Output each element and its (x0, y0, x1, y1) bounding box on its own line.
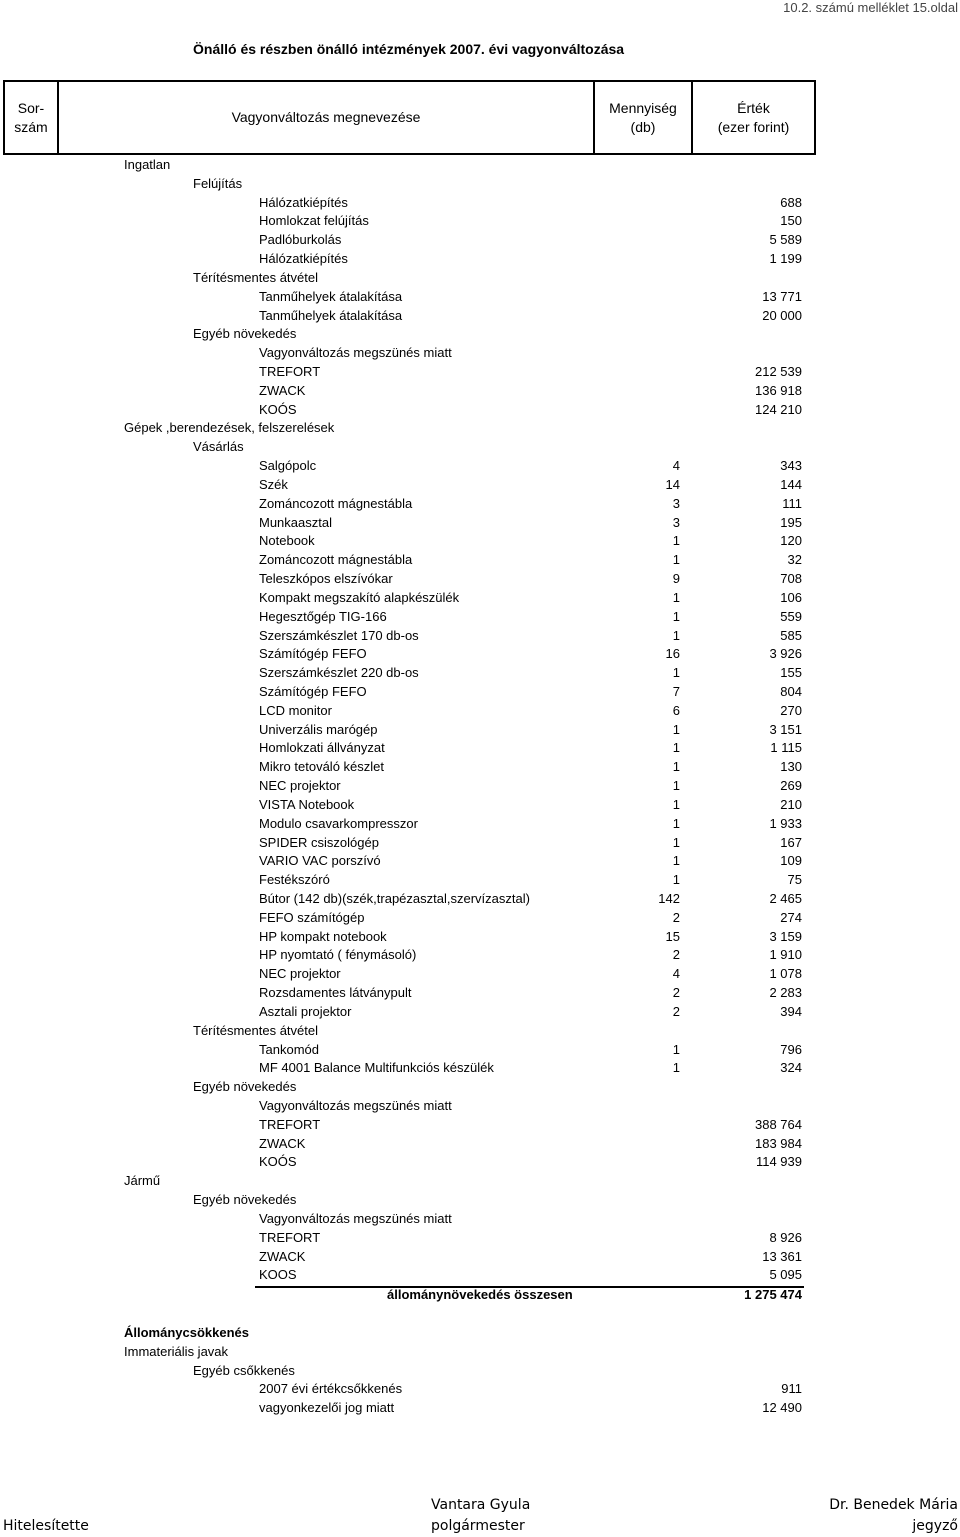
row-value: 911 (781, 1381, 802, 1397)
row-label: Bútor (142 db)(szék,trapézasztal,szervízasztal) (259, 890, 530, 906)
row-label: Padlóburkolás (259, 232, 342, 248)
row-label: Szék (259, 476, 288, 492)
row-quantity: 1 (672, 815, 680, 831)
row-quantity: 1 (672, 608, 680, 624)
row-quantity: 1 (672, 721, 680, 737)
table-row (0, 1152, 960, 1171)
row-value: 13 771 (762, 288, 802, 304)
table-row (0, 1323, 960, 1342)
table-row (0, 1209, 960, 1228)
table-row (0, 814, 960, 833)
row-value: 20 000 (762, 307, 802, 323)
table-row (0, 927, 960, 946)
table-row (0, 437, 960, 456)
row-label: HP kompakt notebook (259, 928, 387, 944)
row-label: TREFORT (259, 1229, 321, 1245)
table-row (0, 174, 960, 193)
row-label: Számítógép FEFO (259, 646, 367, 662)
row-quantity: 7 (672, 683, 680, 699)
notary-title: jegyző (912, 1518, 958, 1534)
row-value: 269 (780, 778, 802, 794)
table-row (0, 268, 960, 287)
row-label: FEFO számítógép (259, 909, 365, 925)
table-row (0, 945, 960, 964)
table-row (0, 1342, 960, 1361)
table-row (0, 588, 960, 607)
row-label: Egyéb növekedés (193, 1079, 297, 1095)
row-quantity: 14 (665, 476, 680, 492)
table-row (0, 569, 960, 588)
table-row (0, 1134, 960, 1153)
row-quantity: 15 (665, 928, 680, 944)
row-quantity: 1 (672, 834, 680, 850)
row-value: 120 (780, 533, 802, 549)
row-value: 3 926 (769, 646, 802, 662)
table-row (0, 513, 960, 532)
table-row (0, 851, 960, 870)
row-label: Vagyonváltozás megszünés miatt (259, 1210, 452, 1226)
row-value: 124 210 (755, 401, 802, 417)
row-value: 195 (780, 514, 802, 530)
row-label: Felújítás (193, 175, 243, 191)
row-value: 3 151 (769, 721, 802, 737)
row-quantity: 2 (672, 1003, 680, 1019)
row-quantity: 1 (672, 740, 680, 756)
table-row (0, 1058, 960, 1077)
row-label: ZWACK (259, 1248, 306, 1264)
total-row (0, 1285, 960, 1304)
row-label: Tanműhelyek átalakítása (259, 307, 403, 323)
table-row (0, 757, 960, 776)
table-row (0, 1002, 960, 1021)
row-label: Vásárlás (193, 439, 244, 455)
row-label: Hálózatkiépítés (259, 251, 348, 267)
row-label: KOÓS (259, 401, 297, 417)
row-label: Gépek ,berendezések, felszerelések (124, 420, 335, 436)
row-value: 136 918 (755, 382, 802, 398)
row-label: Munkaasztal (259, 514, 332, 530)
table-row (0, 1265, 960, 1284)
table-row (0, 964, 960, 983)
row-label: TREFORT (259, 1116, 321, 1132)
row-label: ZWACK (259, 1135, 306, 1151)
row-label: Tanműhelyek átalakítása (259, 288, 403, 304)
row-value: 12 490 (762, 1400, 802, 1416)
row-quantity: 1 (672, 796, 680, 812)
row-value: 5 589 (769, 232, 802, 248)
row-quantity: 16 (665, 646, 680, 662)
row-label: Modulo csavarkompresszor (259, 815, 418, 831)
table-row (0, 795, 960, 814)
table-row (0, 1190, 960, 1209)
row-value: 155 (780, 665, 802, 681)
table-row (0, 701, 960, 720)
header-megnevezes: Vagyonváltozás megnevezése (58, 81, 594, 154)
row-quantity: 1 (672, 1041, 680, 1057)
table-row (0, 306, 960, 325)
row-quantity: 3 (672, 514, 680, 530)
table-row (0, 211, 960, 230)
table-row (0, 1021, 960, 1040)
row-quantity: 1 (672, 872, 680, 888)
table-row (0, 1398, 960, 1417)
row-value: 32 (787, 552, 802, 568)
row-label: LCD monitor (259, 702, 332, 718)
row-value: 270 (780, 702, 802, 718)
row-value: 75 (787, 872, 802, 888)
row-quantity: 1 (672, 1060, 680, 1076)
table-row (0, 607, 960, 626)
table-row (0, 1171, 960, 1190)
table-row (0, 776, 960, 795)
table-row (0, 1077, 960, 1096)
row-label: Mikro tetováló készlet (259, 759, 384, 775)
row-value: 106 (780, 589, 802, 605)
row-value: 2 465 (769, 890, 802, 906)
row-quantity: 3 (672, 495, 680, 511)
table-row (0, 381, 960, 400)
row-value: 274 (780, 909, 802, 925)
row-label: Immateriális javak (124, 1343, 229, 1359)
notary-signature (829, 1495, 958, 1537)
row-label: Szerszámkészlet 220 db-os (259, 665, 419, 681)
row-label: Kompakt megszakító alapkészülék (259, 589, 460, 605)
table-row (0, 550, 960, 569)
row-value: 114 939 (755, 1154, 802, 1170)
row-label: Rozsdamentes látványpult (259, 985, 412, 1001)
table-row (0, 738, 960, 757)
table-row (0, 1040, 960, 1059)
row-quantity: 4 (672, 966, 680, 982)
row-label: VARIO VAC porszívó (259, 853, 381, 869)
row-label: MF 4001 Balance Multifunkciós készülék (259, 1060, 494, 1076)
row-label: Zománcozott mágnestábla (259, 552, 413, 568)
row-label: Homlokzat felújítás (259, 213, 369, 229)
table-row (0, 1115, 960, 1134)
row-value: 2 283 (769, 985, 802, 1001)
row-quantity: 1 (672, 552, 680, 568)
row-label: KOÓS (259, 1154, 297, 1170)
table-row (0, 682, 960, 701)
row-quantity: 4 (672, 458, 680, 474)
row-value: 1 078 (769, 966, 802, 982)
row-value: 1 115 (770, 740, 802, 756)
row-label: Térítésmentes átvétel (193, 269, 318, 285)
row-value: 167 (780, 834, 802, 850)
row-value: 1 933 (769, 815, 802, 831)
table-row (0, 155, 960, 174)
header-ertek: Érték (ezer forint) (692, 81, 815, 154)
row-value: 183 984 (755, 1135, 802, 1151)
row-label: NEC projektor (259, 966, 341, 982)
table-row (0, 287, 960, 306)
row-label: Térítésmentes átvétel (193, 1022, 318, 1038)
row-label: Homlokzati állványzat (259, 740, 385, 756)
row-quantity: 2 (672, 909, 680, 925)
row-label: Salgópolc (259, 458, 317, 474)
row-value: 343 (780, 458, 802, 474)
table-row (0, 1247, 960, 1266)
table-row (0, 249, 960, 268)
row-quantity: 1 (672, 759, 680, 775)
table-row (0, 324, 960, 343)
row-label: Állománycsökkenés (124, 1325, 250, 1340)
row-value: 324 (780, 1060, 802, 1076)
row-quantity: 2 (672, 985, 680, 1001)
table-row (0, 889, 960, 908)
row-quantity: 1 (672, 778, 680, 794)
page-title: Önálló és részben önálló intézmények 2007. évi vagyonváltozása (193, 41, 625, 57)
row-value: 13 361 (762, 1248, 802, 1264)
table-row (0, 1361, 960, 1380)
table-row (0, 720, 960, 739)
row-label: Egyéb csőkkenés (193, 1362, 295, 1378)
table-row (0, 626, 960, 645)
row-value: 708 (780, 571, 802, 587)
table-row (0, 1096, 960, 1115)
row-label: Zománcozott mágnestábla (259, 495, 413, 511)
mayor-title: polgármester (431, 1518, 525, 1534)
row-value: 688 (780, 194, 802, 210)
row-value: 5 095 (769, 1267, 802, 1283)
row-label: Teleszkópos elszívókar (259, 571, 393, 587)
row-quantity: 1 (672, 853, 680, 869)
row-value: 111 (782, 495, 802, 511)
row-label: Asztali projektor (259, 1003, 352, 1019)
table-row (0, 531, 960, 550)
table-row (0, 193, 960, 212)
table-row (0, 456, 960, 475)
header-sorszam: Sor- szám (4, 81, 58, 154)
table-row (0, 870, 960, 889)
row-label: Számítógép FEFO (259, 683, 367, 699)
row-label: KOOS (259, 1267, 297, 1283)
header-mennyiseg: Mennyiség (db) (594, 81, 692, 154)
page-label: 10.2. számú melléklet 15.oldal (783, 0, 958, 15)
row-value: 1 910 (769, 947, 802, 963)
row-label: Jármű (124, 1173, 161, 1189)
table-row (0, 833, 960, 852)
mayor-signature (431, 1495, 530, 1537)
row-value: 210 (780, 796, 802, 812)
row-label: Tankomód (259, 1041, 319, 1057)
row-label: Hálózatkiépítés (259, 194, 348, 210)
row-value: 144 (780, 476, 802, 492)
row-label: HP nyomtató ( fénymásoló) (259, 947, 417, 963)
row-label: 2007 évi értékcsőkkenés (259, 1381, 403, 1397)
mayor-name: Vantara Gyula (431, 1497, 531, 1513)
row-label: SPIDER csiszológép (259, 834, 379, 850)
row-label: Szerszámkészlet 170 db-os (259, 627, 419, 643)
table-row (0, 343, 960, 362)
table-row (0, 644, 960, 663)
table-row (0, 1228, 960, 1247)
notary-name: Dr. Benedek Mária (829, 1497, 958, 1513)
row-value: 804 (780, 683, 802, 699)
row-value: 150 (780, 213, 802, 229)
row-label: Ingatlan (124, 157, 171, 172)
table-row (0, 362, 960, 381)
row-label: Univerzális marógép (259, 721, 378, 737)
total-label: állománynövekedés összesen (387, 1287, 573, 1302)
row-label: Hegesztőgép TIG-166 (259, 608, 387, 624)
row-value: 1 199 (769, 251, 802, 267)
row-quantity: 2 (672, 947, 680, 963)
table-row (0, 230, 960, 249)
row-label: vagyonkezelői jog miatt (259, 1400, 395, 1416)
table-row (0, 400, 960, 419)
row-quantity: 1 (672, 665, 680, 681)
total-value: 1 275 474 (744, 1287, 802, 1302)
certified-label: Hitelesítette (3, 1518, 89, 1534)
table-row (0, 663, 960, 682)
row-value: 212 539 (755, 364, 802, 380)
row-value: 796 (780, 1041, 802, 1057)
row-label: VISTA Notebook (259, 796, 355, 812)
row-value: 388 764 (755, 1116, 802, 1132)
row-value: 130 (780, 759, 802, 775)
row-value: 585 (780, 627, 802, 643)
row-label: Notebook (259, 533, 315, 549)
row-value: 394 (780, 1003, 802, 1019)
row-label: Egyéb növekedés (193, 1192, 297, 1208)
row-label: Festékszóró (259, 872, 330, 888)
row-label: Vagyonváltozás megszünés miatt (259, 1098, 452, 1113)
row-quantity: 9 (672, 571, 680, 587)
table-header (3, 80, 816, 155)
row-label: TREFORT (259, 364, 321, 380)
row-label: NEC projektor (259, 778, 341, 794)
row-quantity: 142 (658, 890, 680, 906)
table-row (0, 494, 960, 513)
table-row (0, 418, 960, 437)
row-label: Egyéb növekedés (193, 326, 297, 342)
table-row (0, 1379, 960, 1398)
table-row (0, 983, 960, 1002)
row-value: 3 159 (769, 928, 802, 944)
row-label: ZWACK (259, 382, 306, 398)
row-quantity: 1 (672, 589, 680, 605)
row-quantity: 1 (672, 533, 680, 549)
row-quantity: 6 (672, 702, 680, 718)
row-label: Vagyonváltozás megszünés miatt (259, 345, 452, 361)
row-quantity: 1 (672, 627, 680, 643)
row-value: 559 (780, 608, 802, 624)
table-row (0, 908, 960, 927)
row-value: 8 926 (769, 1229, 802, 1245)
row-value: 109 (780, 853, 802, 869)
table-row (0, 475, 960, 494)
